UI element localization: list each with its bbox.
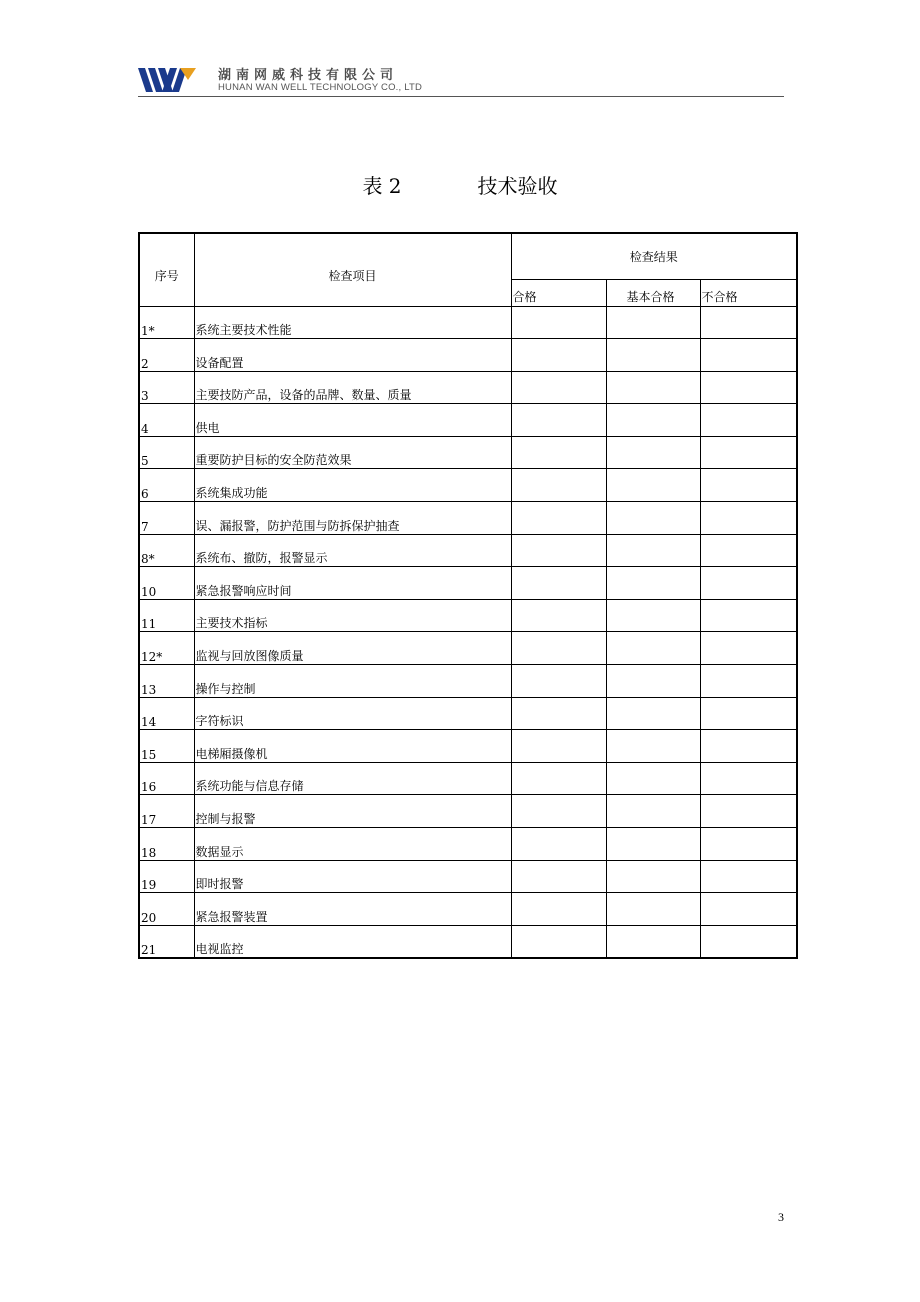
result-cell-pass[interactable] — [511, 795, 606, 828]
table-row — [139, 469, 797, 502]
row-seq: 18 — [139, 828, 194, 861]
result-cell-pass[interactable] — [511, 632, 606, 665]
table-name: 技术验收 — [477, 174, 558, 198]
result-cell-fail[interactable] — [700, 925, 797, 958]
result-cell-fail[interactable] — [700, 371, 797, 404]
table-row — [139, 828, 797, 861]
result-cell-pass[interactable] — [511, 339, 606, 372]
table-row — [139, 860, 797, 893]
table-row — [139, 339, 797, 372]
row-seq: 14 — [139, 697, 194, 730]
page-title — [0, 170, 920, 199]
result-cell-basic-pass[interactable] — [606, 599, 700, 632]
row-item: 系统主要技术性能 — [194, 306, 511, 339]
company-logo-icon — [138, 66, 196, 94]
company-name-cn: 湖南网威科技有限公司 — [218, 68, 399, 83]
header-item: 检查项目 — [194, 233, 511, 306]
acceptance-table — [138, 232, 798, 959]
row-seq: 3 — [139, 371, 194, 404]
row-item: 主要技防产品，设备的品牌、数量、质量 — [194, 371, 511, 404]
table-row — [139, 697, 797, 730]
result-cell-basic-pass[interactable] — [606, 893, 700, 926]
row-item: 控制与报警 — [194, 795, 511, 828]
result-cell-basic-pass[interactable] — [606, 339, 700, 372]
row-item: 系统布、撤防，报警显示 — [194, 534, 511, 567]
table-row — [139, 371, 797, 404]
header-pass: 合格 — [511, 279, 606, 306]
result-cell-basic-pass[interactable] — [606, 730, 700, 763]
result-cell-pass[interactable] — [511, 404, 606, 437]
company-name-en: HUNAN WAN WELL TECHNOLOGY CO., LTD — [218, 82, 423, 93]
row-item: 重要防护目标的安全防范效果 — [194, 436, 511, 469]
result-cell-pass[interactable] — [511, 469, 606, 502]
result-cell-pass[interactable] — [511, 860, 606, 893]
result-cell-pass[interactable] — [511, 371, 606, 404]
result-cell-fail[interactable] — [700, 632, 797, 665]
row-item: 系统集成功能 — [194, 469, 511, 502]
table-header-row — [139, 233, 797, 279]
result-cell-fail[interactable] — [700, 534, 797, 567]
table-row — [139, 730, 797, 763]
result-cell-basic-pass[interactable] — [606, 502, 700, 535]
result-cell-fail[interactable] — [700, 436, 797, 469]
header-result: 检查结果 — [511, 233, 797, 279]
table-row — [139, 567, 797, 600]
row-item: 数据显示 — [194, 828, 511, 861]
result-cell-fail[interactable] — [700, 404, 797, 437]
result-cell-basic-pass[interactable] — [606, 925, 700, 958]
result-cell-basic-pass[interactable] — [606, 371, 700, 404]
result-cell-basic-pass[interactable] — [606, 828, 700, 861]
row-item: 误、漏报警，防护范围与防拆保护抽查 — [194, 502, 511, 535]
result-cell-fail[interactable] — [700, 697, 797, 730]
row-item: 监视与回放图像质量 — [194, 632, 511, 665]
result-cell-basic-pass[interactable] — [606, 306, 700, 339]
result-cell-basic-pass[interactable] — [606, 469, 700, 502]
page-header — [138, 62, 784, 98]
result-cell-basic-pass[interactable] — [606, 762, 700, 795]
result-cell-fail[interactable] — [700, 599, 797, 632]
result-cell-fail[interactable] — [700, 567, 797, 600]
row-seq: 10 — [139, 567, 194, 600]
header-fail: 不合格 — [700, 279, 797, 306]
header-seq: 序号 — [139, 233, 194, 306]
row-seq: 11 — [139, 599, 194, 632]
header-divider — [138, 96, 784, 97]
result-cell-basic-pass[interactable] — [606, 632, 700, 665]
result-cell-basic-pass[interactable] — [606, 436, 700, 469]
row-item: 操作与控制 — [194, 665, 511, 698]
row-seq: 8* — [139, 534, 194, 567]
result-cell-pass[interactable] — [511, 925, 606, 958]
table-row — [139, 665, 797, 698]
result-cell-pass[interactable] — [511, 828, 606, 861]
result-cell-pass[interactable] — [511, 665, 606, 698]
result-cell-pass[interactable] — [511, 762, 606, 795]
result-cell-fail[interactable] — [700, 860, 797, 893]
header-basic-pass: 基本合格 — [606, 279, 700, 306]
result-cell-pass[interactable] — [511, 893, 606, 926]
row-item: 系统功能与信息存储 — [194, 762, 511, 795]
row-seq: 4 — [139, 404, 194, 437]
result-cell-pass[interactable] — [511, 599, 606, 632]
table-row — [139, 306, 797, 339]
result-cell-fail[interactable] — [700, 762, 797, 795]
page-number: 3 — [778, 1210, 784, 1224]
row-seq: 12* — [139, 632, 194, 665]
row-seq: 1* — [139, 306, 194, 339]
row-seq: 5 — [139, 436, 194, 469]
row-seq: 20 — [139, 893, 194, 926]
result-cell-pass[interactable] — [511, 730, 606, 763]
row-seq: 17 — [139, 795, 194, 828]
table-row — [139, 762, 797, 795]
result-cell-fail[interactable] — [700, 730, 797, 763]
result-cell-pass[interactable] — [511, 567, 606, 600]
result-cell-basic-pass[interactable] — [606, 567, 700, 600]
table-row — [139, 632, 797, 665]
result-cell-basic-pass[interactable] — [606, 665, 700, 698]
table-body — [139, 306, 797, 958]
result-cell-fail[interactable] — [700, 339, 797, 372]
row-seq: 15 — [139, 730, 194, 763]
row-seq: 16 — [139, 762, 194, 795]
table-row — [139, 534, 797, 567]
result-cell-fail[interactable] — [700, 306, 797, 339]
result-cell-basic-pass[interactable] — [606, 404, 700, 437]
result-cell-fail[interactable] — [700, 502, 797, 535]
row-item: 字符标识 — [194, 697, 511, 730]
table-row — [139, 925, 797, 958]
row-item: 电视监控 — [194, 925, 511, 958]
row-item: 即时报警 — [194, 860, 511, 893]
row-item: 供电 — [194, 404, 511, 437]
result-cell-pass[interactable] — [511, 436, 606, 469]
row-seq: 6 — [139, 469, 194, 502]
result-cell-fail[interactable] — [700, 795, 797, 828]
row-seq: 2 — [139, 339, 194, 372]
table-row — [139, 893, 797, 926]
table-row — [139, 404, 797, 437]
table-row — [139, 502, 797, 535]
result-cell-fail[interactable] — [700, 828, 797, 861]
row-item: 设备配置 — [194, 339, 511, 372]
row-seq: 19 — [139, 860, 194, 893]
table-row — [139, 436, 797, 469]
result-cell-fail[interactable] — [700, 665, 797, 698]
row-seq: 13 — [139, 665, 194, 698]
result-cell-basic-pass[interactable] — [606, 534, 700, 567]
row-item: 紧急报警响应时间 — [194, 567, 511, 600]
row-item: 电梯厢摄像机 — [194, 730, 511, 763]
result-cell-fail[interactable] — [700, 893, 797, 926]
result-cell-pass[interactable] — [511, 502, 606, 535]
row-seq: 7 — [139, 502, 194, 535]
result-cell-basic-pass[interactable] — [606, 860, 700, 893]
result-cell-pass[interactable] — [511, 306, 606, 339]
table-row — [139, 599, 797, 632]
result-cell-pass[interactable] — [511, 697, 606, 730]
row-item: 主要技术指标 — [194, 599, 511, 632]
table-row — [139, 795, 797, 828]
result-cell-basic-pass[interactable] — [606, 795, 700, 828]
result-cell-pass[interactable] — [511, 534, 606, 567]
result-cell-basic-pass[interactable] — [606, 697, 700, 730]
row-item: 紧急报警装置 — [194, 893, 511, 926]
table-number: 表 2 — [362, 174, 402, 198]
row-seq: 21 — [139, 925, 194, 958]
result-cell-fail[interactable] — [700, 469, 797, 502]
